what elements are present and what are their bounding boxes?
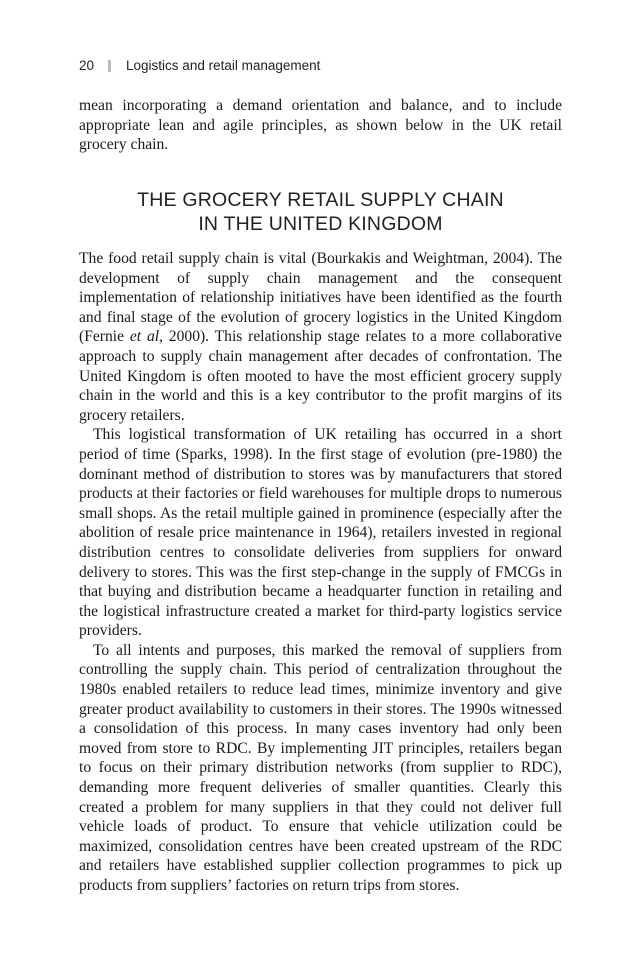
intro-text xyxy=(79,96,562,155)
intro-paragraph: mean incorporating a demand orientation and balance, and to include appropriate lean and agile principles, as shown below in the UK retail grocery chain. xyxy=(79,97,562,154)
paragraph-2: This logistical transformation of UK retailing has occurred in a short period of time (Sparks, 1998). In the first stage of evolution (pre-1980) the dominant method of distribution to stores was by manufacturers that stored products at their factories or field warehouses for multiple drops to numerous small shops. As the retail multiple gained in prominence (especially after the abolition of resale price maintenance in 1964), retailers invested in regional distribution centres to consolidate deliveries from suppliers for onward delivery to stores. This was the first step-change in the supply of FMCGs in that buying and distribution became a headquarter function in retailing and the logistical infrastructure created a market for third-party logistics service providers. xyxy=(79,426,562,640)
section-heading-line-1: THE GROCERY RETAIL SUPPLY CHAIN xyxy=(137,189,504,211)
paragraph-1 xyxy=(79,249,562,425)
section-heading-line-2: IN THE UNITED KINGDOM xyxy=(198,213,443,235)
header-separator xyxy=(108,60,111,72)
paragraph-3: To all intents and purposes, this marked the removal of suppliers from controlling the supply chain. This period of centralization throughout the 1980s enabled retailers to reduce lead times, minimize inventory and give greater product availability to customers in their stores. The 1990s witnessed a consolidation of this process. In many cases inventory had only been moved from store to RDC. By implementing JIT principles, retailers began to focus on their primary distribution networks (from supplier to RDC), demanding more frequent deliveries of smaller quantities. Clearly this created a problem for many suppliers in that they could not deliver full vehicle loads of product. To ensure that vehicle utilization could be maximized, consolidation centres have been created upstream of the RDC and retailers have established supplier collection programmes to pick up products from suppliers’ factories on return trips from stores. xyxy=(79,641,562,894)
running-head xyxy=(79,58,320,73)
section-heading xyxy=(79,188,562,236)
paragraph-1-part-b: , 2000). This relationship stage relates to a more collaborative approach to supply chain management after decades of confrontation. The United Kingdom is often mooted to have the most efficient grocery supply chain in the world and this is a key contributor to the profit margins of its grocery retailers. xyxy=(79,328,562,424)
running-title: Logistics and retail management xyxy=(126,58,321,73)
paragraph-1-part-a: The food retail supply chain is vital (Bourkakis and Weightman, 2004). The development of supply chain management and the consequent implementation of relationship initiatives have been identified as the fourth and final stage of the evolution of grocery logistics in the United Kingdom (Fernie xyxy=(79,250,562,346)
section-body xyxy=(79,249,562,896)
paragraph-1-italic: et al xyxy=(129,328,160,346)
page-number: 20 xyxy=(79,58,95,73)
